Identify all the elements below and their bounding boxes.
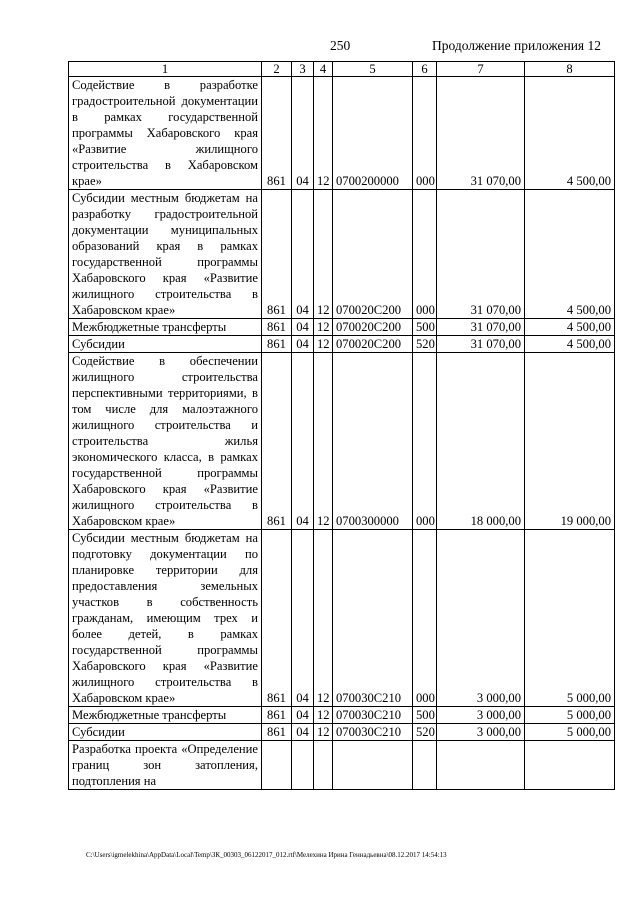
cell-subsection: 12	[314, 319, 333, 336]
cell-section: 04	[292, 707, 314, 724]
row-description: Содействие в обеспечении жилищного строительства перспективными территориями, в том числе для малоэтажного жилищного строительства и строительства жилья экономического класса, в рамках государственной программы Хабаровского края «Развитие жилищного строительства в Хабаровском крае»	[69, 353, 262, 530]
cell-amount-2: 5 000,00	[525, 707, 615, 724]
cell-amount-2: 4 500,00	[525, 190, 615, 319]
cell-amount-2	[525, 741, 615, 790]
table-row	[69, 530, 615, 707]
table-row	[69, 741, 615, 790]
row-description: Субсидии местным бюджетам на подготовку документации по планировке территории для предоставления земельных участков в собственность гражданам, имеющим трех и более детей, в рамках государственной программы Хабаровского края «Развитие жилищного строительства в Хабаровском крае»	[69, 530, 262, 707]
cell-expense-type: 500	[413, 319, 437, 336]
cell-section: 04	[292, 190, 314, 319]
cell-subsection	[314, 741, 333, 790]
cell-target-article: 070020С200	[333, 319, 413, 336]
column-header: 5	[333, 62, 413, 77]
cell-ministry: 861	[262, 336, 292, 353]
row-description: Субсидии	[69, 724, 262, 741]
cell-section: 04	[292, 319, 314, 336]
table-row	[69, 336, 615, 353]
cell-amount-2: 4 500,00	[525, 77, 615, 190]
cell-subsection: 12	[314, 724, 333, 741]
cell-subsection: 12	[314, 336, 333, 353]
cell-expense-type: 000	[413, 77, 437, 190]
cell-target-article: 0700200000	[333, 77, 413, 190]
cell-amount-1: 3 000,00	[437, 530, 525, 707]
page-number: 250	[330, 38, 351, 53]
cell-subsection: 12	[314, 190, 333, 319]
table-row	[69, 707, 615, 724]
cell-amount-2: 5 000,00	[525, 530, 615, 707]
document-footer-path: C:\Users\igmelekhina\AppData\Local\Temp\ЗК_00303_06122017_012.rtf\Мелехина Ирина Геннадьевна\08.12.2017 14:54:13	[86, 851, 447, 859]
column-header: 6	[413, 62, 437, 77]
cell-amount-2: 19 000,00	[525, 353, 615, 530]
cell-expense-type: 520	[413, 724, 437, 741]
column-header: 8	[525, 62, 615, 77]
row-description: Разработка проекта «Определение границ зон затопления, подтопления на	[69, 741, 262, 790]
cell-amount-1: 3 000,00	[437, 724, 525, 741]
cell-amount-1: 18 000,00	[437, 353, 525, 530]
cell-ministry: 861	[262, 353, 292, 530]
cell-subsection: 12	[314, 707, 333, 724]
cell-target-article: 070020С200	[333, 336, 413, 353]
cell-ministry: 861	[262, 724, 292, 741]
row-description: Межбюджетные трансферты	[69, 707, 262, 724]
cell-amount-2: 4 500,00	[525, 336, 615, 353]
row-description: Межбюджетные трансферты	[69, 319, 262, 336]
cell-section: 04	[292, 353, 314, 530]
budget-table	[68, 61, 615, 790]
cell-section: 04	[292, 530, 314, 707]
cell-expense-type: 520	[413, 336, 437, 353]
cell-target-article	[333, 741, 413, 790]
cell-ministry: 861	[262, 319, 292, 336]
column-header: 2	[262, 62, 292, 77]
cell-section	[292, 741, 314, 790]
cell-expense-type: 500	[413, 707, 437, 724]
cell-amount-2: 4 500,00	[525, 319, 615, 336]
cell-expense-type: 000	[413, 190, 437, 319]
cell-ministry: 861	[262, 77, 292, 190]
table-row	[69, 77, 615, 190]
table-header-row	[69, 62, 615, 77]
row-description: Субсидии местным бюджетам на разработку градостроительной документации муниципальных образований края в рамках государственной программы Хабаровского края «Развитие жилищного строительства в Хабаровском крае»	[69, 190, 262, 319]
cell-expense-type: 000	[413, 353, 437, 530]
cell-amount-2: 5 000,00	[525, 724, 615, 741]
cell-ministry	[262, 741, 292, 790]
cell-expense-type: 000	[413, 530, 437, 707]
table-row	[69, 353, 615, 530]
cell-amount-1: 31 070,00	[437, 190, 525, 319]
cell-ministry: 861	[262, 190, 292, 319]
appendix-continuation: Продолжение приложения 12	[432, 38, 602, 53]
cell-subsection: 12	[314, 77, 333, 190]
cell-amount-1	[437, 741, 525, 790]
cell-section: 04	[292, 724, 314, 741]
row-description: Содействие в разработке градостроительной документации в рамках государственной программы Хабаровского края «Развитие жилищного строительства в Хабаровском крае»	[69, 77, 262, 190]
column-header: 3	[292, 62, 314, 77]
cell-section: 04	[292, 336, 314, 353]
cell-section: 04	[292, 77, 314, 190]
cell-target-article: 070030С210	[333, 707, 413, 724]
cell-target-article: 070030С210	[333, 724, 413, 741]
column-header: 1	[69, 62, 262, 77]
column-header: 7	[437, 62, 525, 77]
cell-ministry: 861	[262, 530, 292, 707]
cell-target-article: 0700300000	[333, 353, 413, 530]
cell-target-article: 070030С210	[333, 530, 413, 707]
table-row	[69, 724, 615, 741]
cell-target-article: 070020С200	[333, 190, 413, 319]
cell-amount-1: 31 070,00	[437, 319, 525, 336]
cell-amount-1: 3 000,00	[437, 707, 525, 724]
cell-amount-1: 31 070,00	[437, 77, 525, 190]
table-row	[69, 190, 615, 319]
cell-subsection: 12	[314, 353, 333, 530]
column-header: 4	[314, 62, 333, 77]
cell-expense-type	[413, 741, 437, 790]
table-row	[69, 319, 615, 336]
cell-amount-1: 31 070,00	[437, 336, 525, 353]
cell-ministry: 861	[262, 707, 292, 724]
row-description: Субсидии	[69, 336, 262, 353]
cell-subsection: 12	[314, 530, 333, 707]
